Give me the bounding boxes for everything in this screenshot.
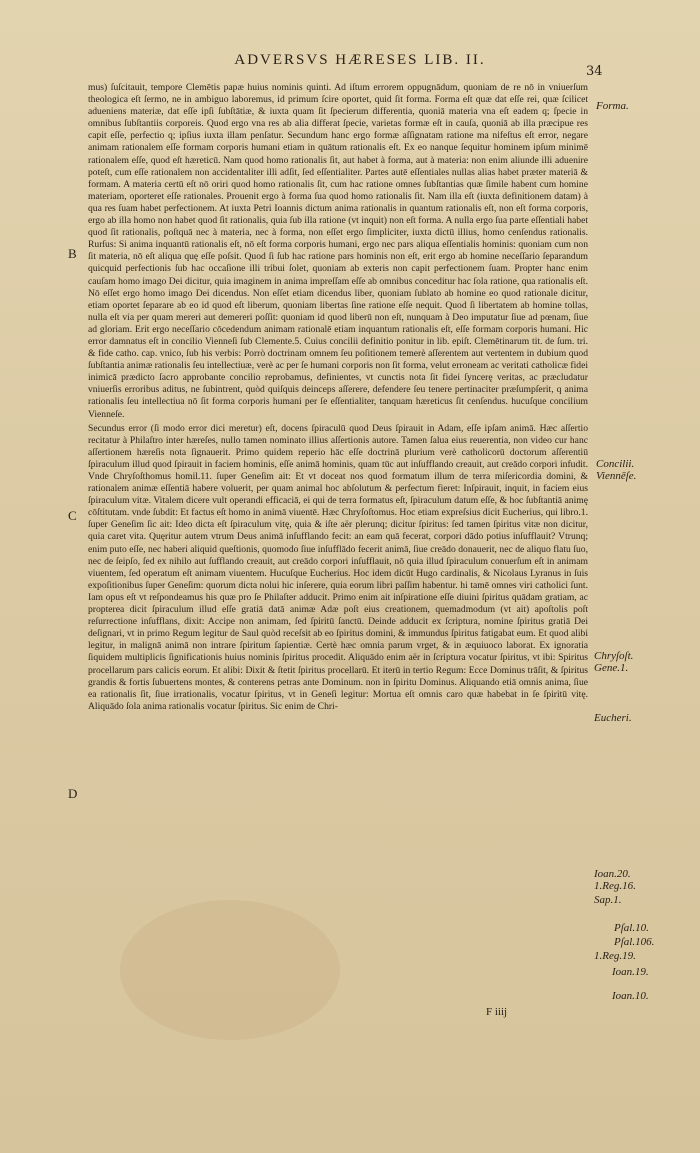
page-number: 34 <box>586 64 603 79</box>
margin-note: Chryſoſt. Gene.1. <box>594 650 634 674</box>
margin-note: Ioan.19. <box>612 966 649 978</box>
running-head: ADVERSVS HÆRESES LIB. II. <box>234 52 486 68</box>
section-letter-d: D <box>68 786 78 801</box>
margin-note: Ioan.10. <box>612 990 649 1002</box>
margin-note: Pſal.106. <box>614 936 655 948</box>
margin-note: Eucheri. <box>594 712 632 724</box>
margin-note: Sap.1. <box>594 894 622 906</box>
margin-note: Ioan.20. <box>594 868 631 880</box>
section-letter-c: C <box>68 508 77 523</box>
margin-note: 1.Reg.19. <box>594 950 636 962</box>
paragraph-1: mus) ſuſcitauit, tempore Clemētis papæ huius nominis quinti. Ad iſtum errorem oppugnādum, quoniam de re nō in vniuerſum theologica eſt ſermo, ne in ambiguo laboremus, id primum ſcire oportet, quid ſit forma. Forma eſt quæ dat eſſe rei, quæ ſcilicet adueniens materiæ, dat eſſe ipſi ſubſtātiæ, & iuxta quam ſit ſpecierum differentia, quoniā materia vna eſt eadem q; ſpecie in omnibus ſubſtantiis corporeis. Quod ergo vna res ab alia differat ſpecie, varietas formæ eſt in cauſa, quoniā ab illa præcipue res capit eſſe, perfectio q; ipſius iuxta illam penſatur. Secundum hanc ergo formæ aſſignatam ratione ma nifeſtus eſt error, negare animam rationalem eſſe formam corporis humani etiam in quātum rationalis eſt. Ex eo nanque ſequitur hominem ipſum minimē rationalem eſſe, quod eſt hæreticū. Nam quod homo rationalis ſit, aut habet à forma, aut à materia: non enim aliunde illi aduenire poteſt, cum eſſe rationalem non accidentaliter illi adſit, ſed eſſentialiter. Partes autē eſſentiales nullas alias habet præter materiā & formam. A materia certū eſt nō oriri quod homo rationalis ſit, cum hac ratione omnes ſubſtantias quæ ſimile habent cum homine materiam, oporteret eſſe rationales. Prouenit ergo à forma ſua quod homo rationalis ſit. Nam illa eſt (iuxta definitionem datam) à qua res ſuam habet perfectionem. At iuxta Petri Ioannis dictum anima rationalis in quantum rationalis eſt, non eſt forma corporis, ergo ab illa homo non habet quod ſit rationalis, quia ſub illa ratione (vt inquit) non eſt forma. A nulla ergo ſua parte eſſentiali habet quod ſit rationalis, poſtquā nec à materia, nec à forma, non eſſet ergo ſimpliciter, iuxta dictū illius, homo cenſendus rationalis. Rurſus: Si anima inquantū rationalis eſt, nō eſt forma corporis humani, ergo nec pars aliqua eſſentialis hominis: quoniam cum non ſit materia, nō eſt aliqua quę eſſe poſsit. Quod ſi ſub hac ratione pars hominis non eſt, erit ergo ab homine neceſſario ſeparandum quicquid perfectionis ſub hac occaſione illi tribui ſolet, quoniam ab exteris non capit perfectionem ſuam. Propter hanc enim cauſam homo imago Dei dicitur, quia imaginem in anima impreſſam eſſe ab omnibus conceditur hac ſola ratione, qua rationalis eſt. Nō eſſet ergo homo imago Dei dicendus. Non eſſet etiam dicendus liber, quoniam ſublato ab homine eo quod rationale dicitur, etiam oportet ſeparare ab eo id quod eſt liberum, quoniam libertas ſine ratione eſſe nequit. Quod ſi libertatem ab homine tollas, nulla eſt via per quam mereri aut demereri poſſit: quoniam id quod liberū non eſt, nunquam à Deo imputatur ſiue ad pœnam, ſiue ad gloriam. Erit ergo neceſſario cōcedendum animam rationalē etiam inquantum rationalis eſt, eſſe formam corporis humani. Hic error damnatus eſt in concilio Vienneſi ſub Clemente.5. Cuius concilii definitio ponitur in lib. epiſt. Clemētinarum tit. de ſum. tri. & fide catho. cap. vnico, ſub his verbis: Porrò doctrinam omnem ſeu poſitionem temerè aſſerentem aut vertentem in dubium quod ſubſtantia animæ rationalis ſeu intellectiuæ, verè ac per ſe humani corporis non ſit forma, velut erroneam ac veritati catholicæ fidei inimicā prædicto ſacro approbante concilio reprobamus, definientes, vt cunctis nota ſit fidei ſyncerę veritas, ac præcludatur vniuerſis erroribus aditus, ne ſubintrent, quòd quiſquis deinceps aſſerere, defendere ſeu tenere pertinaciter præſumpſerit, q anima rationalis ſeu intellectiua nō ſit forma corporis humani per ſe eſſentialiter, tanquam hæreticus ſit cenſendus. hucuſque concilium Vienneſe. <box>88 82 588 420</box>
margin-note: Concilii. Viennēſe. <box>596 458 637 482</box>
paper-stain <box>120 900 340 1040</box>
signature-mark: F iiij <box>486 1006 508 1018</box>
margin-note: 1.Reg.16. <box>594 880 636 892</box>
page-header <box>0 52 700 80</box>
section-letter-b: B <box>68 246 77 261</box>
paragraph-2: Secundus error (ſi modo error dici meretur) eſt, docens ſpiraculū quod Deus ſpirauit in Adam, eſſe ipſam animā. Hæc aſſertio recitatur à Philaſtro inter hæreſes, nullo tamen nominato illius aſſertionis autore. Tamen ſalua eius reuerentia, non video cur hanc aſſertionem hæreſis nota ſignauerit. Primo quidem reperio hāc eſſe doctrinā plurium verè catholicorū doctorum aſſerentiū ſpiraculum illud quod ſpirauit in faciem hominis, eſſe animā hominis, quam tūc aut inſufflando creauit, aut creādo corpori infudit. Vnde Chryſoſthomus homil.11. ſuper Geneſim ait: Et vt doceat nos quod formatum illum de terra miſericordia domini, & rationalem animæ eſſentiā habere voluerit, per quam animal hoc abſolutum & perfectum fieret: Inſpirauit, inquit, in faciem eius ſpiraculum vitæ. Vitalem dicere vult operandi efficaciā, ei qui de terra formatus eſt, ſpiraculum datum eſſe, & hoc ſubſtantiā animę cōſtitutam. vnde ſubdit: Et factus eſt homo in animā viuentē. Hæc Chryſoſtomus. Hoc etiam expreſsius dicit Eucherius, qui libro.1. ſuper Geneſim ſic ait: Ideo dicta eſt ſpiraculum vitę, quia & iſte aër plerunq; dicitur ſpiritus: ſed tamen ſpiritus vitæ non dicitur, quia caret vita. Quęritur autem vtrum Deus animā inſufflando fecit: an eam quā fecerat, corpori dādo potius inſufflauit? Vtrunq; enim puto eſſe, nec haberi aliquid queſtionis, quomodo ſiue inſufflādo fecerit animā, ſiue creādo donauerit, nec de aliquo flatu ſuo, nec de ſeipſo, ſed ex nihilo aut ſufflando creauit, aut creādo corpori inſufflauit, nō quia illud ſpiraculum conuerſum eſt in animam viuentem, ſed operatum eſt animam viuentem. Hucuſque Eucherius. Hoc idem dicūt Hugo cardinalis, & Nicolaus Lyranus in ſuis expoſitionibus ſuper Geneſim: quorum dicta nolui hic inſerere, quia eorum libri paſſim habentur. hi tamē omnes viri catholici ſunt. Iam opus eſt vt reſpondeamus his quæ pro ſe Philaſter adducit. Primo enim ait inſpiratione eſſe diuini ſpiritus quādam gratiam, ac propterea dicit ſpiraculum illud eſſe gratiā datā animæ Adæ poſt eius creationem, quemadmodum (vt ait) apoſtolis poſt reſurrectione inſufflans, dixit: Accipe non animam, ſed ſpiritū ſanctū. Deinde adducit ex ſcriptura, nomine ſpiritus gratiā Dei deſignari, vt in primo Regum legitur de Saul quòd receſsit ab eo ſpiritus domini, & immundus ſpiritus fatigabat eum. Et quod alibi legitur, in malignā animā non intrare ſpiritum ſapientiæ. Certè hæc omnia parum vrget, & in æquiuoco laborat. Ex ignoratia ſiquidem multiplicis ſignificationis huius nominis ſpiritus procedit. Aliquādo enim aër in ſcriptura vocatur ſpiritus, vt ibi: Spiritus procellarum pars calicis eorum. Et alibi: Dixit & ſtetit ſpiritus procellarū. Et iterū in tertio Regum: Ecce Dominus trāſit, & ſpiritus grandis & fortis ſubuertens montes, & conterens petras ante Dominum. non in ſpiritu Dominus. Aliquando etiā omnis anima, ſiue ea rationalis ſit, ſiue irrationalis, vocatur ſpiritus, vt in Geneſi legitur: Mortua eſt omnis caro quæ habebat in ſe ſpiritū vitę. Aliquādo ſola anima rationalis vocatur ſpiritus. Sic enim de Chri- <box>88 422 588 712</box>
margin-note: Forma. <box>596 100 629 112</box>
body-text <box>88 82 588 713</box>
margin-note: Pſal.10. <box>614 922 649 934</box>
